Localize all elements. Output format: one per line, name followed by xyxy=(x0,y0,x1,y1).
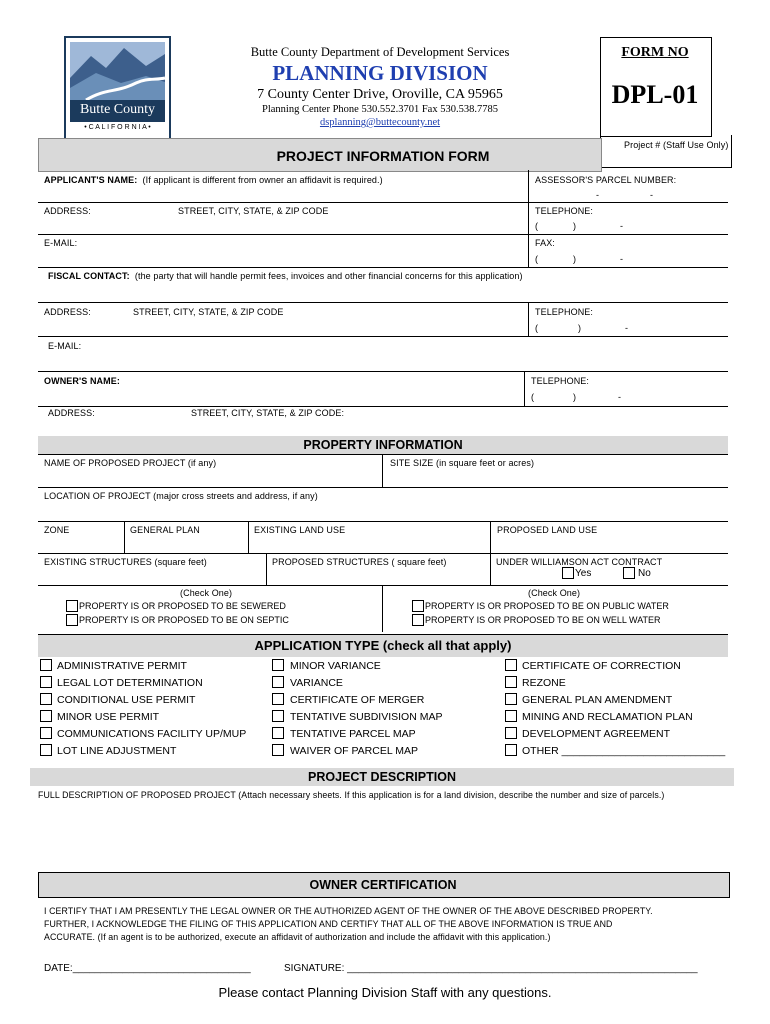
application-type-label: TENTATIVE PARCEL MAP xyxy=(290,728,416,740)
footer-note: Please contact Planning Division Staff with any questions. xyxy=(218,985,552,1000)
existing-land-use-label: EXISTING LAND USE xyxy=(254,525,346,535)
certification-line-3: ACCURATE. (If an agent is to be authorized, execute an affidavit of authorization and include the affidavit with this application.) xyxy=(44,932,551,942)
owner-address-hint: STREET, CITY, STATE, & ZIP CODE: xyxy=(191,408,345,418)
application-type-checkbox-other[interactable] xyxy=(505,744,517,756)
septic-label: PROPERTY IS OR PROPOSED TO BE ON SEPTIC xyxy=(79,615,289,625)
division-phone: Planning Center Phone 530.552.3701 Fax 530.538.7785 xyxy=(262,104,498,115)
proposed-land-use-label: PROPOSED LAND USE xyxy=(497,525,598,535)
parcel-dash-2: - xyxy=(650,190,654,200)
application-type-checkbox-general-plan-amendment[interactable] xyxy=(505,693,517,705)
owner-telephone-close-paren: ) xyxy=(573,392,577,402)
logo-name: Butte County xyxy=(79,102,156,117)
application-type-label: MINING AND RECLAMATION PLAN xyxy=(522,711,693,723)
application-type-checkbox-administrative-permit[interactable] xyxy=(40,659,52,671)
application-type-checkbox-tentative-parcel-map[interactable] xyxy=(272,727,284,739)
sewer-check-one: (Check One) xyxy=(180,588,233,598)
owner-certification-title: OWNER CERTIFICATION xyxy=(309,878,457,892)
division-title: PLANNING DIVISION xyxy=(272,61,488,85)
butte-county-logo xyxy=(64,36,171,140)
application-type-checkbox-variance[interactable] xyxy=(272,676,284,688)
fiscal-telephone-label: TELEPHONE: xyxy=(535,307,594,317)
application-type-checkbox-mining-and-reclamation-plan[interactable] xyxy=(505,710,517,722)
application-type-checkbox-lot-line-adjustment[interactable] xyxy=(40,744,52,756)
application-type-label: CERTIFICATE OF CORRECTION xyxy=(522,660,681,672)
williamson-no-label: No xyxy=(638,568,651,579)
owner-telephone-open-paren: ( xyxy=(531,392,535,402)
water-check-one: (Check One) xyxy=(528,588,581,598)
application-type-checkbox-communications-facility-up-mup[interactable] xyxy=(40,727,52,739)
fax-label: FAX: xyxy=(535,238,555,248)
application-type-checkbox-tentative-subdivision-map[interactable] xyxy=(272,710,284,722)
applicant-name-input[interactable] xyxy=(44,188,522,200)
owner-name-label: OWNER'S NAME: xyxy=(44,376,120,386)
proposed-structures-label: PROPOSED STRUCTURES ( square feet) xyxy=(272,557,447,567)
application-type-checkbox-certificate-of-correction[interactable] xyxy=(505,659,517,671)
email-input[interactable] xyxy=(44,251,522,263)
logo-state: • C A L I F O R N I A • xyxy=(84,124,151,131)
application-type-label: OTHER ____________________________ xyxy=(522,745,726,757)
project-description-label: FULL DESCRIPTION OF PROPOSED PROJECT (Attach necessary sheets. If this application is for a land division, describe the number and size of parcels.) xyxy=(38,790,665,800)
project-name-input[interactable] xyxy=(44,471,374,483)
owner-address-label: ADDRESS: xyxy=(48,408,95,418)
application-type-label: ADMINISTRATIVE PERMIT xyxy=(57,660,187,672)
project-description-title: PROJECT DESCRIPTION xyxy=(308,770,456,784)
applicant-name-label: APPLICANT'S NAME: (If applicant is different from owner an affidavit is required.) xyxy=(44,175,383,185)
public-water-checkbox[interactable] xyxy=(412,600,424,612)
general-plan-label: GENERAL PLAN xyxy=(130,525,200,535)
telephone-open-paren: ( xyxy=(535,221,539,231)
fiscal-telephone-open-paren: ( xyxy=(535,323,539,333)
certification-line-2: FURTHER, I ACKNOWLEDGE THE FILING OF THIS APPLICATION AND CERTIFY THAT ALL OF THE ABOVE INFORMATION IS TRUE AND xyxy=(44,919,613,929)
application-type-label: LEGAL LOT DETERMINATION xyxy=(57,677,203,689)
project-location-input[interactable] xyxy=(44,505,720,517)
application-type-checkbox-minor-variance[interactable] xyxy=(272,659,284,671)
application-type-label: VARIANCE xyxy=(290,677,343,689)
division-address: 7 County Center Drive, Oroville, CA 95965 xyxy=(257,87,503,102)
fax-open-paren: ( xyxy=(535,254,539,264)
project-location-label: LOCATION OF PROJECT (major cross streets and address, if any) xyxy=(44,491,318,501)
application-type-label: REZONE xyxy=(522,677,566,689)
fiscal-email-label: E-MAIL: xyxy=(48,341,82,351)
owner-name-input[interactable] xyxy=(44,390,518,402)
owner-telephone-label: TELEPHONE: xyxy=(531,376,590,386)
parcel-number-label: ASSESSOR'S PARCEL NUMBER: xyxy=(535,175,677,185)
application-type-checkbox-waiver-of-parcel-map[interactable] xyxy=(272,744,284,756)
signature-field[interactable]: SIGNATURE: _______________________________________________________________ xyxy=(284,963,698,974)
application-type-label: TENTATIVE SUBDIVISION MAP xyxy=(290,711,443,723)
fiscal-contact-label: FISCAL CONTACT: (the party that will handle permit fees, invoices and other financial concerns for this application) xyxy=(48,271,523,281)
application-type-title: APPLICATION TYPE (check all that apply) xyxy=(254,638,512,653)
zone-label: ZONE xyxy=(44,525,70,535)
fiscal-telephone-dash: - xyxy=(625,323,629,333)
mountain-river-icon xyxy=(66,38,169,138)
fiscal-email-input[interactable] xyxy=(90,341,720,353)
telephone-close-paren: ) xyxy=(573,221,577,231)
department-name: Butte County Department of Development Services xyxy=(250,45,510,59)
owner-address-input[interactable] xyxy=(350,408,720,420)
williamson-yes-label: Yes xyxy=(575,568,592,579)
well-water-checkbox[interactable] xyxy=(412,614,424,626)
williamson-no-checkbox[interactable] xyxy=(623,567,635,579)
application-type-label: MINOR USE PERMIT xyxy=(57,711,160,723)
telephone-dash: - xyxy=(620,221,624,231)
application-type-checkbox-rezone[interactable] xyxy=(505,676,517,688)
fax-dash: - xyxy=(620,254,624,264)
sewered-label: PROPERTY IS OR PROPOSED TO BE SEWERED xyxy=(79,601,286,611)
application-type-label: CERTIFICATE OF MERGER xyxy=(290,694,425,706)
owner-telephone-dash: - xyxy=(618,392,622,402)
fiscal-address-input[interactable] xyxy=(44,320,522,332)
septic-checkbox[interactable] xyxy=(66,614,78,626)
existing-structures-label: EXISTING STRUCTURES (square feet) xyxy=(44,557,207,567)
project-info-title: PROJECT INFORMATION FORM xyxy=(276,148,490,164)
fiscal-telephone-close-paren: ) xyxy=(578,323,582,333)
application-type-label: COMMUNICATIONS FACILITY UP/MUP xyxy=(57,728,247,740)
site-size-input[interactable] xyxy=(390,471,720,483)
williamson-act-label: UNDER WILLIAMSON ACT CONTRACT xyxy=(496,557,663,567)
form-number: DPL-01 xyxy=(611,80,699,109)
form-number-label: FORM NO xyxy=(621,45,689,60)
application-type-checkbox-certificate-of-merger[interactable] xyxy=(272,693,284,705)
application-type-label: MINOR VARIANCE xyxy=(290,660,381,672)
project-number-label: Project # (Staff Use Only) xyxy=(624,140,729,150)
williamson-yes-checkbox[interactable] xyxy=(562,567,574,579)
email-label: E-MAIL: xyxy=(44,238,78,248)
project-description-textarea[interactable] xyxy=(38,805,732,869)
application-type-label: DEVELOPMENT AGREEMENT xyxy=(522,728,671,740)
public-water-label: PROPERTY IS OR PROPOSED TO BE ON PUBLIC WATER xyxy=(425,601,669,611)
certification-line-1: I CERTIFY THAT I AM PRESENTLY THE LEGAL OWNER OR THE AUTHORIZED AGENT OF THE OWNER OF THE ABOVE DESCRIBED PROPERTY. xyxy=(44,906,653,916)
application-type-checkbox-conditional-use-permit[interactable] xyxy=(40,693,52,705)
date-field[interactable]: DATE:________________________________ xyxy=(44,963,251,974)
application-type-checkbox-legal-lot-determination[interactable] xyxy=(40,676,52,688)
site-size-label: SITE SIZE (in square feet or acres) xyxy=(390,458,535,468)
fiscal-address-hint: STREET, CITY, STATE, & ZIP CODE xyxy=(133,307,284,317)
application-type-label: LOT LINE ADJUSTMENT xyxy=(57,745,177,757)
application-type-label: CONDITIONAL USE PERMIT xyxy=(57,694,196,706)
project-name-label: NAME OF PROPOSED PROJECT (if any) xyxy=(44,458,217,468)
application-type-label: WAIVER OF PARCEL MAP xyxy=(290,745,418,757)
parcel-dash-1: - xyxy=(596,190,600,200)
division-email-link[interactable]: dsplanning@buttecounty.net xyxy=(319,117,441,128)
sewered-checkbox[interactable] xyxy=(66,600,78,612)
address-hint: STREET, CITY, STATE, & ZIP CODE xyxy=(178,206,329,216)
application-type-checkbox-minor-use-permit[interactable] xyxy=(40,710,52,722)
fax-close-paren: ) xyxy=(573,254,577,264)
application-type-checkbox-development-agreement[interactable] xyxy=(505,727,517,739)
address-label: ADDRESS: xyxy=(44,206,91,216)
address-input[interactable] xyxy=(44,219,522,231)
property-info-title: PROPERTY INFORMATION xyxy=(303,438,463,452)
application-type-label: GENERAL PLAN AMENDMENT xyxy=(522,694,673,706)
fiscal-address-label: ADDRESS: xyxy=(44,307,91,317)
telephone-label: TELEPHONE: xyxy=(535,206,594,216)
well-water-label: PROPERTY IS OR PROPOSED TO BE ON WELL WATER xyxy=(425,615,661,625)
